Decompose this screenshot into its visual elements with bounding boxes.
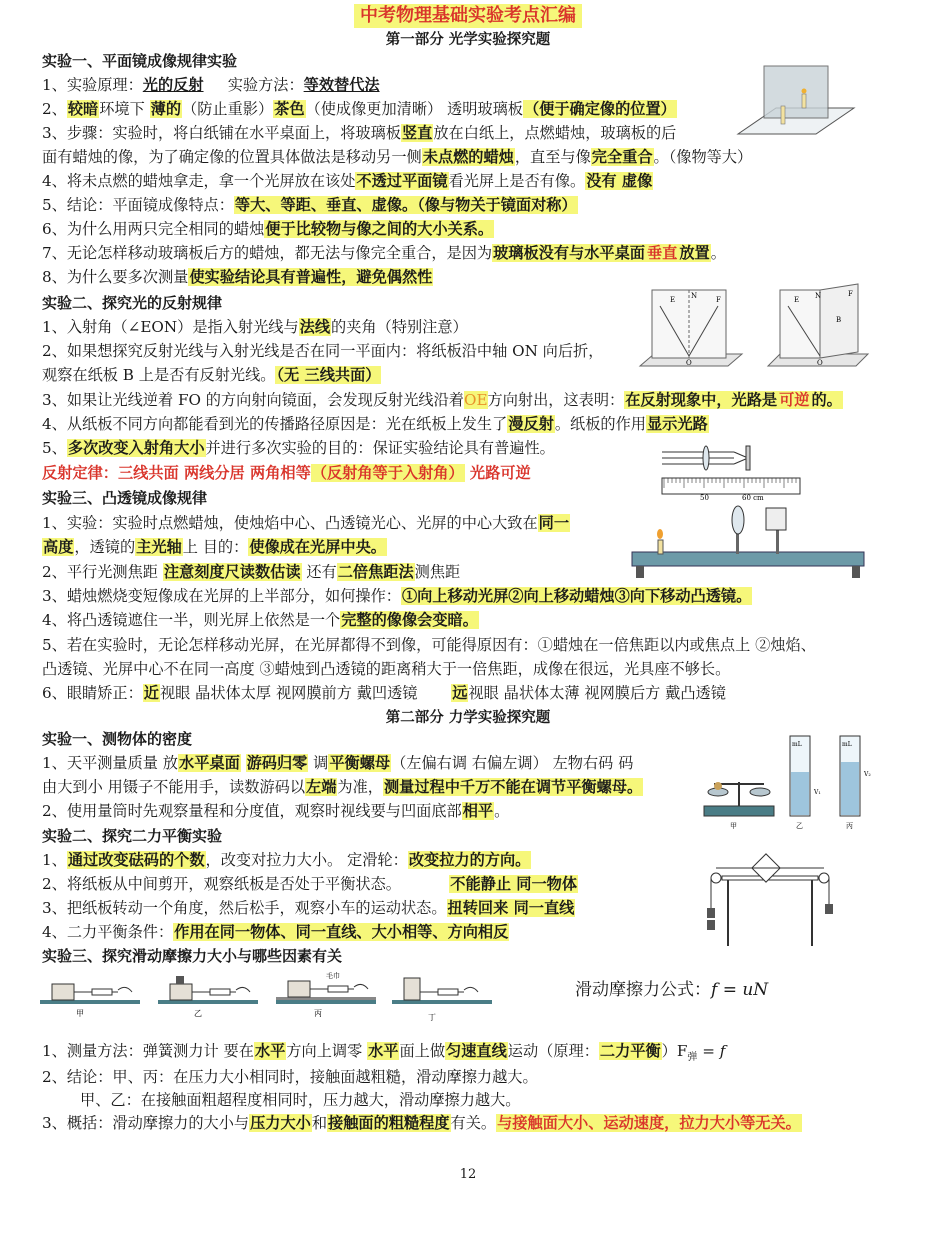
- label-jia-friction: 甲: [76, 1009, 84, 1018]
- s2-law: 反射定律：三线共面 两线分居 两角相等（反射角等于入射角） 光路可逆: [42, 464, 531, 482]
- m3-heading: 实验三、探究滑动摩擦力大小与哪些因素有关: [42, 947, 343, 965]
- m1-line2: 由大到小 用镊子不能用手，读数游码以左端为准，测量过程中千万不能在调节平衡螺母。: [42, 778, 643, 796]
- s2-line3: 观察在纸板 B 上是否有反射光线。（无 三线共面）: [42, 366, 381, 384]
- part1-heading: 第一部分 光学实验探究题: [385, 32, 551, 48]
- ruler-50-label: 50: [700, 494, 709, 500]
- s1-line9: 8、为什么要多次测量使实验结论具有普遍性，避免偶然性: [42, 268, 433, 286]
- label-ml-1: mL: [792, 741, 802, 748]
- m1-heading: 实验一、测物体的密度: [42, 730, 193, 748]
- m2-line4: 4、二力平衡条件：作用在同一物体、同一直线、大小相等、方向相反: [42, 923, 509, 941]
- page-number: 12: [459, 1167, 477, 1182]
- label-yi-friction: 乙: [194, 1009, 202, 1018]
- density-figure: [700, 732, 880, 832]
- m1-line1: 1、天平测量质量 放水平桌面 游码归零 调平衡螺母（左偏右调 右偏左调） 左物右码 码: [42, 754, 634, 772]
- m2-line3: 3、把纸板转动一个角度，然后松手，观察小车的运动状态。扭转回来 同一直线: [42, 899, 575, 917]
- m3-line2: 2、结论：甲、丙：在压力大小相同时，接触面越粗糙，滑动摩擦力越大。: [42, 1068, 538, 1086]
- ruler-60-label: 60 cm: [742, 494, 764, 500]
- s1-heading: 实验一、平面镜成像规律实验: [42, 52, 238, 70]
- s2-line5: 4、从纸板不同方向都能看到光的传播路径原因是：光在纸板上发生了漫反射。纸板的作用显示光路: [42, 415, 708, 433]
- s1-line8: 7、无论怎样移动玻璃板后方的蜡烛，都无法与像完全重合，是因为玻璃板没有与水平桌面 垂直 放置。: [42, 244, 726, 262]
- label-ml-2: mL: [842, 741, 852, 748]
- s3-line6: 5、若在实验时，无论怎样移动光屏，在光屏都得不到像，可能得原因有：①蜡烛在一倍焦距以内或焦点上 ②烛焰、: [42, 636, 816, 654]
- m2-line1: 1、通过改变砝码的个数，改变对拉力大小。 定滑轮：改变拉力的方向。: [42, 851, 531, 869]
- s3-line4: 3、蜡烛燃烧变短像成在光屏的上半部分，如何操作：①向上移动光屏②向上移动蜡烛③向下移动凸透镜。: [42, 587, 752, 605]
- label-bing-density: 丙: [846, 822, 853, 830]
- s1-line5: 4、将未点燃的蜡烛拿走，拿一个光屏放在该处不透过平面镜看光屏上是否有像。没有 虚像: [42, 172, 653, 190]
- s3-line1: 1、实验：实验时点燃蜡烛，使烛焰中心、凸透镜光心、光屏的中心大致在同一: [42, 514, 570, 532]
- document-title: 中考物理基础实验考点汇编: [0, 4, 936, 28]
- s2-line6: 5、多次改变入射角大小并进行多次实验的目的：保证实验结论具有普遍性。: [42, 439, 555, 457]
- optical-bench-figure: [628, 502, 868, 580]
- s3-line2: 高度，透镜的主光轴上 目的：使像成在光屏中央。: [43, 538, 386, 556]
- s3-line3: 2、平行光测焦距 注意刻度尺读数估读 还有二倍焦距法测焦距: [42, 563, 461, 581]
- label-b2: B: [836, 316, 842, 324]
- s3-heading: 实验三、凸透镜成像规律: [42, 489, 208, 507]
- s1-line4: 面有蜡烛的像，为了确定像的位置具体做法是移动另一侧未点燃的蜡烛，直至与像完全重合。（像物等大）: [42, 148, 753, 166]
- m3-line4: 3、概括：滑动摩擦力的大小与压力大小和接触面的粗糙程度有关。与接触面大小、运动速度，拉力大小等无关。: [42, 1114, 801, 1132]
- m2-heading: 实验二、探究二力平衡实验: [42, 827, 223, 845]
- label-yi-density: 乙: [796, 822, 803, 830]
- m2-line2: 2、将纸板从中间剪开，观察纸板是否处于平衡状态。 不能静止 同一物体: [42, 875, 578, 893]
- label-e2: E: [794, 296, 800, 304]
- s2-line1: 1、入射角（∠EON）是指入射光线与法线的夹角（特别注意）: [42, 318, 468, 336]
- s2-heading: 实验二、探究光的反射规律: [42, 294, 223, 312]
- s3-line7: 凸透镜、光屏中心不在同一高度 ③蜡烛到凸透镜的距离稍大于一倍焦距，成像在很远，光具座不够长。: [42, 660, 731, 678]
- s2-line4: 3、如果让光线逆着 FO 的方向射向镜面，会发现反射光线沿着OE方向射出，这表明：在反射现象中，光路是 可逆 的。: [42, 391, 842, 409]
- label-o2: O: [817, 359, 823, 367]
- friction-figure: [40, 968, 500, 1028]
- part2-heading: 第二部分 力学实验探究题: [385, 710, 551, 726]
- label-v2: V₂: [864, 771, 871, 778]
- label-f1: F: [716, 296, 721, 304]
- s3-line8: 6、眼睛矫正：近视眼 晶状体太厚 视网膜前方 戴凹透镜 远视眼 晶状体太薄 视网膜后方 戴凸透镜: [42, 684, 726, 702]
- s1-line6: 5、结论：平面镜成像特点：等大、等距、垂直、虚像。（像与物关于镜面对称）: [42, 196, 577, 214]
- m3-line1: 1、测量方法：弹簧测力计 要在水平方向上调零 水平面上做匀速直线运动（原理：二力平衡）$F_弹 = f$: [42, 1042, 726, 1064]
- label-f2: F: [848, 290, 853, 298]
- label-o1: O: [686, 359, 692, 367]
- s1-line1: 1、实验原理：光的反射 实验方法：等效替代法: [42, 76, 380, 94]
- s1-line7: 6、为什么用两只完全相同的蜡烛便于比较物与像之间的大小关系。: [42, 220, 494, 238]
- label-maojin: 毛巾: [326, 972, 340, 980]
- balance-force-figure: [700, 848, 840, 948]
- s3-line5: 4、将凸透镜遮住一半，则光屏上依然是一个完整的像像会变暗。: [42, 611, 478, 629]
- s1-line2: 2、较暗环境下 薄的（防止重影）茶色（使成像更加清晰） 透明玻璃板（便于确定像的位置）: [42, 100, 676, 118]
- label-e1: E: [670, 296, 676, 304]
- friction-formula: 滑动摩擦力公式：f = uN: [575, 980, 769, 1000]
- label-v1: V₁: [814, 789, 821, 796]
- s1-line3: 3、步骤：实验时，将白纸铺在水平桌面上，将玻璃板竖直放在白纸上，点燃蜡烛，玻璃板的后: [42, 124, 677, 142]
- s2-line2: 2、如果想探究反射光线与入射光线是否在同一平面内：将纸板沿中轴 ON 向后折，: [42, 342, 604, 360]
- label-n2: N: [815, 292, 822, 300]
- reflection-figure: [630, 282, 870, 382]
- focal-length-figure: [656, 440, 806, 500]
- label-n1: N: [691, 292, 698, 300]
- plane-mirror-figure: [736, 62, 856, 144]
- label-jia-density: 甲: [730, 822, 737, 830]
- label-ding-friction: 丁: [428, 1013, 436, 1022]
- label-bing-friction: 丙: [314, 1009, 322, 1018]
- m1-line3: 2、使用量筒时先观察量程和分度值，观察时视线要与凹面底部相平。: [42, 802, 510, 820]
- m3-line3: 甲、乙：在接触面粗超程度相同时，压力越大，滑动摩擦力越大。: [80, 1091, 521, 1109]
